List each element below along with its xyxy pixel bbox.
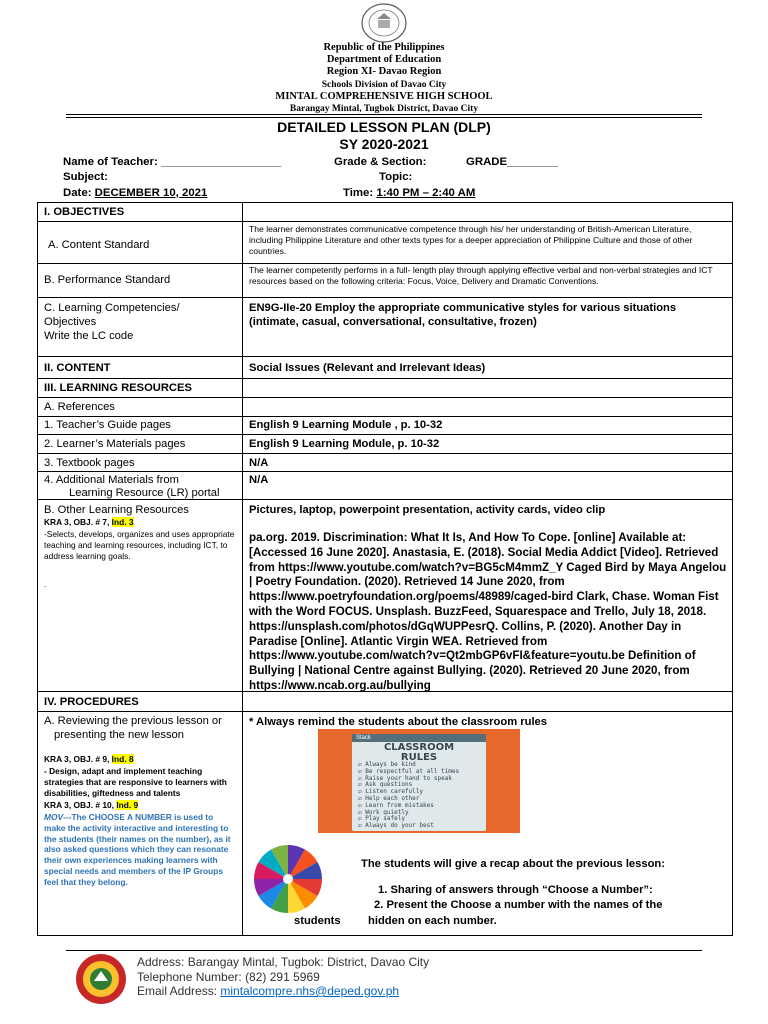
- olr-dot: .: [44, 579, 47, 589]
- procedures-heading: IV. PROCEDURES: [44, 696, 139, 708]
- topic-label: Topic:: [379, 171, 413, 183]
- kra-9: KRA 3, OBJ. # 10, Ind. 9: [44, 800, 139, 810]
- am-label: Learning Resource (LR) portal: [69, 487, 220, 499]
- choose-a-number-wheel-icon: [252, 843, 324, 915]
- classroom-rules-image: [318, 729, 520, 833]
- olr-kra: KRA 3, OBJ. # 7, Ind. 3: [44, 517, 134, 527]
- step-2: 2. Present the Choose a number with the names of the: [374, 899, 663, 911]
- kra-8: KRA 3, OBJ. # 9, Ind. 8: [44, 754, 134, 764]
- time-field: Time: 1:40 PM – 2:40 AM: [343, 187, 476, 199]
- performance-standard-label: B. Performance Standard: [44, 274, 171, 286]
- subject-label: Subject:: [63, 171, 108, 183]
- rule-item: ☑ Help each other: [358, 794, 420, 802]
- lc-value: EN9G-IIe-20 Employ the appropriate communicative styles for various situations (intimate, casual, conversational, consultative, frozen): [249, 302, 677, 328]
- performance-standard-value: The learner competently performs in a full- length play through applying effective verbal and non-verbal strategies and ICT resources based on the following criteria: Focus, Voice, Delivery and Dramatic Conventions.: [249, 265, 713, 286]
- rule-item: ☑ Listen carefully: [358, 788, 424, 796]
- lesson-plan-table: [37, 202, 733, 936]
- lc-label: Write the LC code: [44, 330, 134, 342]
- rule-item: ☑ Play safely: [358, 815, 405, 823]
- am-value: N/A: [249, 474, 269, 486]
- recap-text: The students will give a recap about the previous lesson:: [361, 858, 665, 870]
- am-label: 4. Additional Materials from: [44, 474, 179, 486]
- lc-label: Objectives: [44, 316, 97, 328]
- header-line: MINTAL COMPREHENSIVE HIGH SCHOOL: [275, 90, 493, 102]
- rule-item: ☑ Learn from mistakes: [358, 801, 434, 809]
- olr-materials: Pictures, laptop, powerpoint presentation, activity cards, video clip: [249, 504, 606, 516]
- remind-text: * Always remind the students about the classroom rules: [249, 716, 547, 728]
- resources-heading: III. LEARNING RESOURCES: [44, 382, 192, 394]
- content-standard-label: A. Content Standard: [48, 239, 150, 251]
- header-line: Barangay Mintal, Tugbok District, Davao City: [289, 104, 479, 115]
- tb-value: N/A: [249, 457, 269, 469]
- lc-label: C. Learning Competencies/: [44, 302, 180, 314]
- objectives-heading: I. OBJECTIVES: [44, 206, 125, 218]
- lm-value: English 9 Learning Module, p. 10-32: [249, 438, 440, 450]
- mov-text: MOV---The CHOOSE A NUMBER is used to make the activity interactive and interesting to the students (their names on the number), as it also asked questions which they can resonate their own experiences making learners with special needs and members of the IP Groups feel that they belong.: [44, 812, 231, 887]
- lm-label: 2. Learner’s Materials pages: [44, 438, 186, 450]
- content-value: Social Issues (Relevant and Irrelevant Ideas): [249, 362, 486, 374]
- olr-description: -Selects, develops, organizes and uses appropriate teaching and learning resources, including ICT, to address learning goals.: [44, 529, 235, 561]
- rule-item: ☑ Always be kind: [358, 761, 416, 768]
- step-2-students: students: [294, 915, 341, 927]
- wheel-center: [283, 874, 293, 884]
- header-line: Schools Division of Davao City: [321, 79, 447, 90]
- header-line: Region XI- Davao Region: [326, 66, 442, 78]
- tg-label: 1. Teacher’s Guide pages: [44, 419, 171, 431]
- references-label: A. References: [44, 401, 115, 413]
- olr-label: B. Other Learning Resources: [44, 504, 189, 516]
- header-divider: [66, 114, 702, 115]
- footer: [137, 955, 429, 999]
- grade-label: Grade & Section:: [334, 156, 427, 168]
- rule-item: ☑ Be respectful at all times: [358, 767, 460, 775]
- footer-email: Email Address: mintalcompre.nhs@deped.gov.ph: [137, 984, 400, 998]
- school-header: [0, 42, 768, 115]
- page-title: DETAILED LESSON PLAN (DLP): [277, 119, 491, 135]
- grade-value: GRADE________: [466, 156, 558, 168]
- content-heading: II. CONTENT: [44, 362, 111, 374]
- tg-value: English 9 Learning Module , p. 10-32: [249, 419, 443, 431]
- content-standard-value: The learner demonstrates communicative competence through his/ her understanding of British-American Literature, including Philippine Literature and other texts types for a deeper appreciation of Philippine Culture and those of other countries.: [249, 224, 693, 256]
- rule-item: ☑ Always do your best: [358, 822, 434, 830]
- footer-phone: Telephone Number: (82) 291 5969: [137, 969, 320, 984]
- rules-board: [352, 734, 486, 831]
- kra-8-description: - Design, adapt and implement teaching strategies that are responsive to learners with disabilities, giftedness and talents: [44, 766, 227, 798]
- rules-title: CLASSROOM RULES: [383, 742, 455, 763]
- teacher-label: Name of Teacher: ___________________: [63, 156, 282, 168]
- header-line: Republic of the Philippines: [323, 42, 445, 53]
- deped-seal-icon: [360, 3, 408, 43]
- school-logo-icon: [74, 953, 128, 1005]
- rules-list: [358, 762, 482, 830]
- rule-item: ☑ Raise your hand to speak: [358, 774, 452, 782]
- date-field: Date: DECEMBER 10, 2021: [63, 187, 208, 199]
- tb-label: 3. Textbook pages: [44, 457, 135, 469]
- header-line: Department of Education: [326, 54, 442, 66]
- column-divider: [242, 203, 243, 935]
- step-2-continued: hidden on each number.: [368, 915, 497, 927]
- footer-address: Address: Barangay Mintal, Tugbok: District, Davao City: [137, 955, 430, 969]
- olr-references: pa.org. 2019. Discrimination: What It Is, And How To Cope. [online] Available at: [Accessed 16 June 2020]. Anastasia, E. (2018). Social Media Addict [Video]. Retrieved from https://www.youtube.com/watch?v=BG5cM4mmZ_Y Caged Bird by Maya Angelou | Poetry Foundation. (2020). Retrieved 14 June 2020, from https://www.poetryfoundation.org/poems/48989/caged-bird Clark, Chase. Woman Fist with the Word FOCUS. Unsplash. BuzzFeed, Squarespace and Trello, July 18, 2018. https://unsplash.com/photos/dGqWUPPesrQ. Collins, P. (2020). Another Day in Paradise [Online]. Atlantic Virgin WEA. Retrieved from https://www.youtube.com/watch?v=Qt2mbGP6vFI&feature=youtu.be Definition of Bullying | National Centre against Bullying. (2020). Retrieved 20 June 2020, from https://www.ncab.org.au/bullying: [249, 531, 727, 692]
- header-divider: [66, 117, 702, 118]
- email-link[interactable]: mintalcompre.nhs@deped.gov.ph: [220, 984, 400, 998]
- footer-divider: [66, 950, 702, 951]
- review-label: A. Reviewing the previous lesson or presenting the new lesson: [44, 715, 222, 741]
- rule-item: ☑ Ask questions: [358, 781, 413, 789]
- step-1: 1. Sharing of answers through “Choose a Number”:: [378, 884, 653, 896]
- rules-tag: Stack: [352, 734, 486, 742]
- school-year: SY 2020-2021: [339, 136, 429, 152]
- rule-item: ☑ Work quietly: [358, 808, 409, 816]
